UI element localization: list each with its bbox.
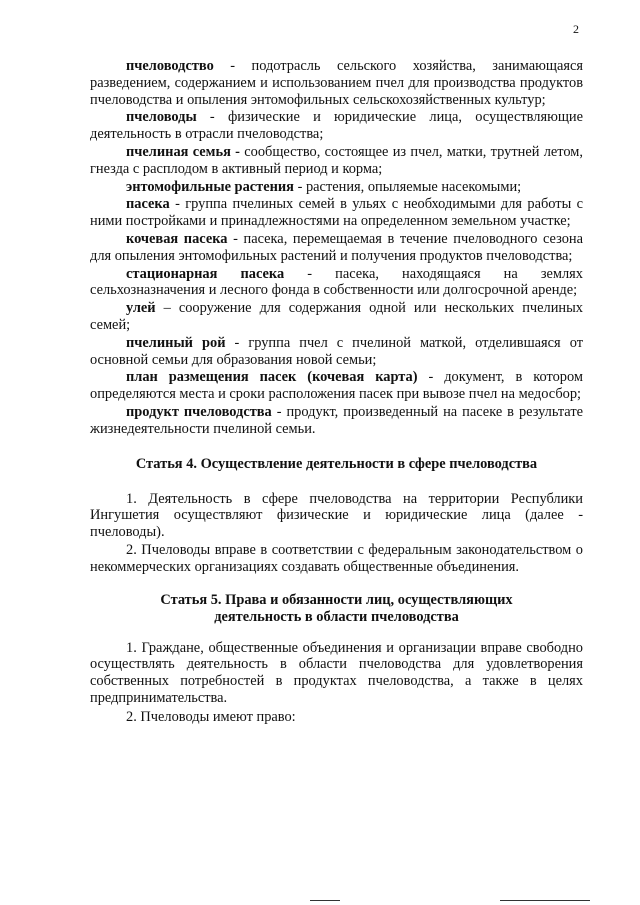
- definition-term: пчелиный рой: [126, 334, 226, 351]
- definition-item: [90, 58, 583, 108]
- definition-term: пасека: [126, 196, 170, 213]
- document-body: [90, 58, 583, 727]
- article-5-paragraph-2: 2. Пчеловоды имеют право:: [126, 708, 296, 725]
- definition-term: пчеловоды: [126, 109, 197, 126]
- definition-item: [90, 300, 583, 334]
- article-4-paragraph-2: 2. Пчеловоды вправе в соответствии с федеральным законодательством о некоммерческих организациях создавать общественные объединения.: [90, 541, 583, 575]
- definition-text: - растения, опыляемые насекомыми;: [293, 178, 522, 195]
- definition-text: - пасека, перемещаемая в течение пчеловодного сезона для опыления энтомофильных растений и получения продуктов пчеловодства;: [90, 230, 584, 264]
- definition-item: [90, 369, 583, 403]
- definition-item: [90, 144, 583, 178]
- definition-item: [90, 266, 583, 300]
- definition-term: пчеловодство: [126, 58, 214, 74]
- definition-text: - пасека, находящаяся на землях сельхозназначения и лесного фонда в собственности или долгосрочной аренде;: [90, 265, 583, 299]
- definition-text: сообщество, состоящее из пчел, матки, трутней летом, гнезда с расплодом в активный период и корма;: [90, 143, 583, 177]
- definition-text: - документ, в котором определяются места и сроки расположения пасек при вывозе пчел на медосбор;: [90, 369, 583, 403]
- definition-term: улей: [126, 300, 156, 317]
- article-4-paragraph-1: 1. Деятельность в сфере пчеловодства на территории Республики Ингушетия осуществляют физические и юридические лица (далее - пчеловоды).: [90, 490, 583, 541]
- article-5-title: [90, 592, 583, 626]
- definition-item: [90, 335, 583, 369]
- definition-item: [90, 179, 583, 196]
- definition-text: - группа пчелиных семей в ульях с необходимыми для работы с ними постройками и принадлежностями на определенном земельном участке;: [90, 196, 583, 230]
- article-5-title-line-2: деятельность в области пчеловодства: [214, 608, 459, 625]
- definition-term: план размещения пасек (кочевая карта): [126, 369, 418, 386]
- definition-term: стационарная пасека: [126, 265, 285, 282]
- definition-item: [90, 109, 583, 143]
- definition-text: - группа пчел с пчелиной маткой, отделившаяся от основной семьи для образования новой семьи;: [90, 334, 583, 368]
- definition-text: – сооружение для содержания одной или нескольких пчелиных семей;: [90, 300, 583, 333]
- footer-mark: [500, 900, 590, 901]
- definition-item: [90, 404, 583, 438]
- footer-mark: [310, 900, 340, 901]
- definition-term: кочевая пасека: [126, 230, 228, 247]
- page-number: 2: [573, 22, 579, 36]
- definition-term: энтомофильные растения: [126, 178, 294, 195]
- definition-term: пчелиная семья -: [126, 143, 240, 160]
- definition-term: продукт пчеловодства: [126, 403, 272, 420]
- definition-text: - продукт, произведенный на пасеке в результате жизнедеятельности пчелиной семьи.: [90, 403, 584, 437]
- definition-item: [90, 196, 583, 230]
- article-5-title-line-1: Статья 5. Права и обязанности лиц, осуществляющих: [160, 591, 513, 608]
- article-5-paragraph-1: 1. Граждане, общественные объединения и организации вправе свободно осуществлять деятельность в области пчеловодства для удовлетворения собственных потребностей в продуктах пчеловодства, а также в целях предпринимательства.: [90, 639, 583, 706]
- article-4-title: Статья 4. Осуществление деятельности в сфере пчеловодства: [135, 455, 538, 472]
- definitions-list: [90, 58, 583, 438]
- definition-text: - подотрасль сельского хозяйства, занимающаяся разведением, содержанием и использованием пчел для производства продуктов пчеловодства и опыления энтомофильных сельскохозяйственных культур;: [90, 58, 583, 108]
- definition-text: - физические и юридические лица, осуществляющие деятельность в отрасли пчеловодства;: [90, 109, 583, 143]
- definition-item: [90, 231, 583, 265]
